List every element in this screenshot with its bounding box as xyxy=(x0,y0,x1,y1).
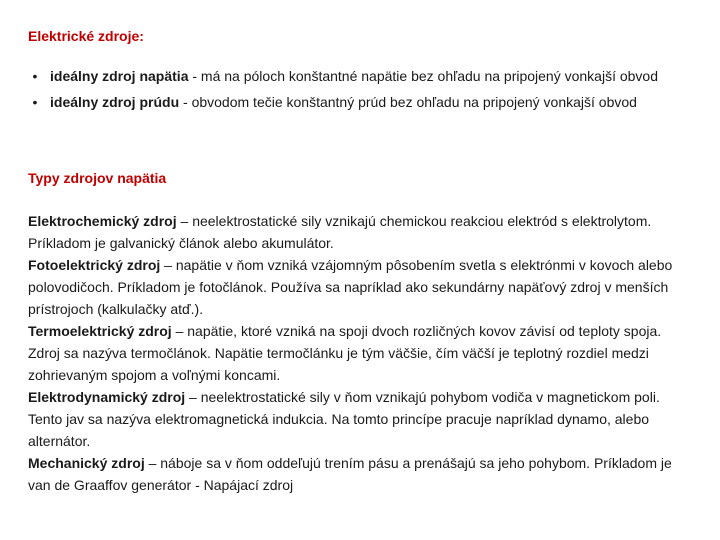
type-description: – náboje sa v ňom oddeľujú trením pásu a prenášajú sa jeho pohybom. Príkladom je van de Graaffov generátor - Napájací zdroj xyxy=(28,455,672,493)
type-description: – neelektrostatické sily v ňom vznikajú pohybom vodiča v magnetickom poli. Tento jav sa nazýva elektromagnetická indukcia. Na tomto princípe pracuje napríklad dynamo, alebo alternátor. xyxy=(28,389,660,449)
sources-heading: Elektrické zdroje: xyxy=(28,28,144,44)
source-description: - má na póloch konštantné napätie bez ohľadu na pripojený vonkajší obvod xyxy=(188,68,658,84)
type-term: Elektrodynamický zdroj xyxy=(28,389,186,405)
list-item xyxy=(28,66,696,86)
source-description: - obvodom tečie konštantný prúd bez ohľadu na pripojený vonkajší obvod xyxy=(179,94,637,110)
source-term: ideálny zdroj prúdu xyxy=(50,94,180,110)
type-term: Mechanický zdroj xyxy=(28,455,145,471)
type-term: Termoelektrický zdroj xyxy=(28,323,172,339)
type-description: – neelektrostatické sily vznikajú chemickou reakciou elektród s elektrolytom. Príkladom je galvanický článok alebo akumulátor. xyxy=(28,213,652,251)
types-heading: Typy zdrojov napätia xyxy=(28,170,167,186)
bullet-icon: • xyxy=(32,68,38,84)
source-term: ideálny zdroj napätia xyxy=(50,68,189,84)
bullet-icon: • xyxy=(32,94,38,110)
type-paragraph xyxy=(28,386,696,452)
type-description: – napätie v ňom vzniká vzájomným pôsobením svetla s elektrónmi v kovoch alebo polovodičoch. Príkladom je fotočlánok. Používa sa napríklad ako sekundárny napäťový zdroj v menších prístrojoch (kalkulačky atď.). xyxy=(28,257,673,317)
type-paragraph xyxy=(28,254,696,320)
type-paragraph xyxy=(28,320,696,386)
source-list xyxy=(28,66,696,118)
type-paragraph xyxy=(28,452,696,496)
type-paragraph xyxy=(28,210,696,254)
types-body xyxy=(28,210,696,496)
type-term: Elektrochemický zdroj xyxy=(28,213,177,229)
list-item xyxy=(28,92,696,112)
type-term: Fotoelektrický zdroj xyxy=(28,257,161,273)
type-description: – napätie, ktoré vzniká na spoji dvoch rozličných kovov závisí od teploty spoja. Zdroj sa nazýva termočlánok. Napätie termočlánku je tým väčšie, čím väčší je teplotný rozdiel medzi zohrievaným spojom a voľnými koncami. xyxy=(28,323,662,383)
